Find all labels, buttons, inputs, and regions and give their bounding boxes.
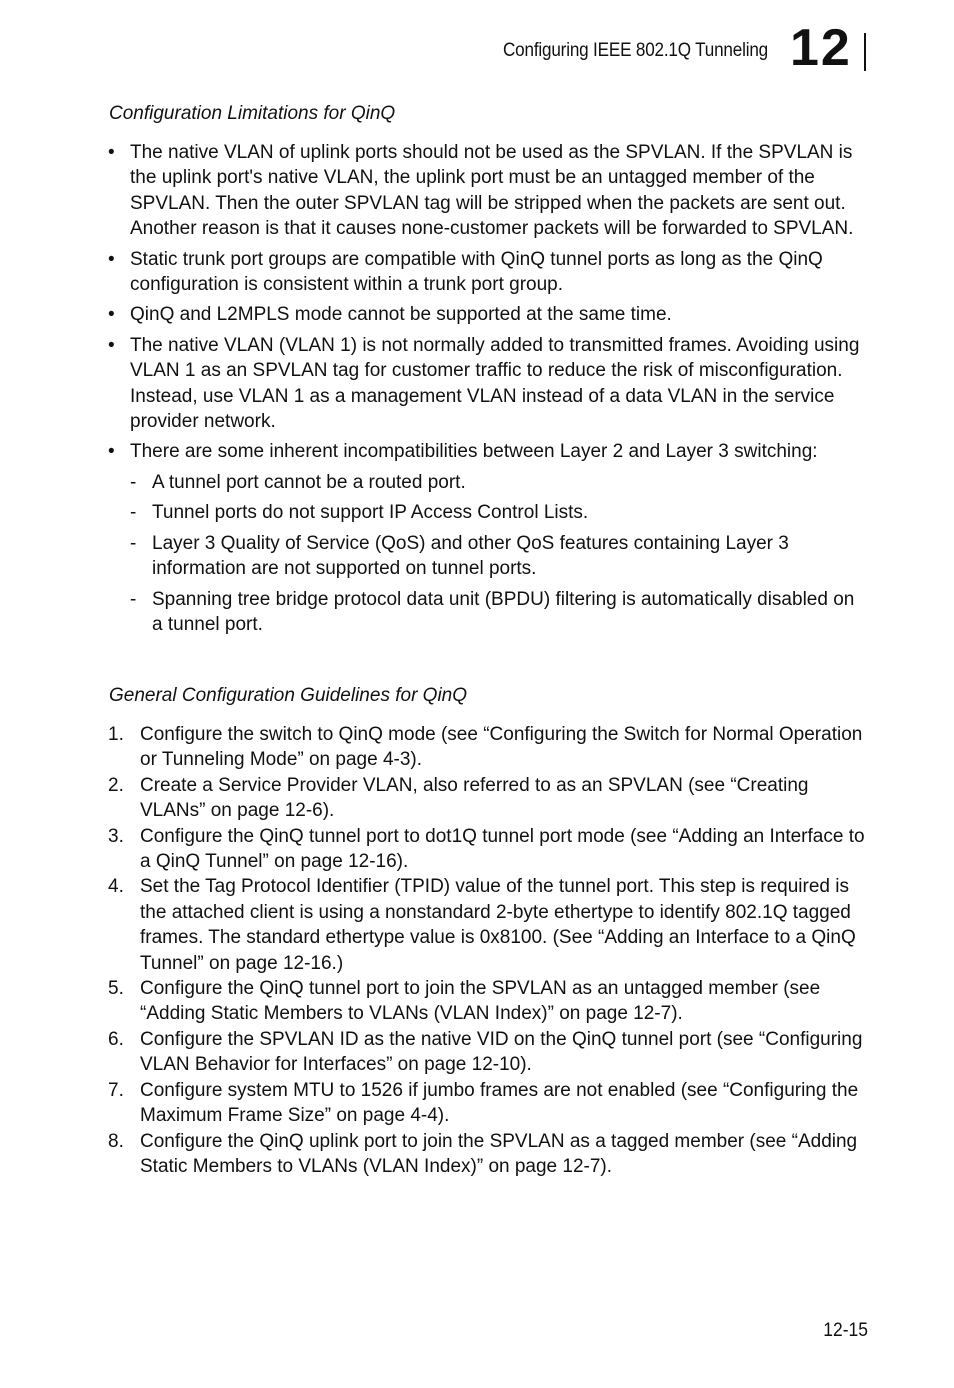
list-item [106,439,870,464]
dash-icon: - [130,471,137,493]
step-item [106,824,870,875]
chapter-rule [864,33,866,71]
chapter-number: 12 [790,19,852,77]
sub-list-item [106,470,870,495]
sub-item-text: Tunnel ports do not support IP Access Control Lists. [152,502,589,524]
step-number: 4. [108,876,124,898]
sub-item-text: Spanning tree bridge protocol data unit (BPDU) filtering is automatically disabled on a tunnel port. [152,588,855,635]
sub-item-text: Layer 3 Quality of Service (QoS) and other QoS features containing Layer 3 information are not supported on tunnel ports. [152,532,789,580]
step-text: Configure the QinQ tunnel port to dot1Q tunnel port mode (see “Adding an Interface to a QinQ Tunnel” on page 12-16). [140,825,865,873]
list-item-text: QinQ and L2MPLS mode cannot be supported at the same time. [130,304,672,326]
step-text: Configure the switch to QinQ mode (see “Configuring the Switch for Normal Operation or Tunneling Mode” on page 4-3). [140,724,863,771]
list-item-text: There are some inherent incompatibilities between Layer 2 and Layer 3 switching: [130,441,818,463]
step-text: Create a Service Provider VLAN, also referred to as an SPVLAN (see “Creating VLANs” on page 12-6). [140,774,809,822]
step-text: Configure the SPVLAN ID as the native VID on the QinQ tunnel port (see “Configuring VLAN Behavior for Interfaces” on page 12-10). [140,1028,863,1076]
list-item [106,140,870,242]
step-item [106,722,870,773]
dash-icon: - [130,588,137,610]
bullet-icon: • [108,441,115,463]
step-text: Configure the QinQ uplink port to join the SPVLAN as a tagged member (see “Adding Static Members to VLANs (VLAN Index)” on page 12-7). [140,1130,858,1177]
limitations-list [106,140,870,642]
list-item-text: The native VLAN (VLAN 1) is not normally added to transmitted frames. Avoiding using VLAN 1 as an SPVLAN tag for customer traffic to reduce the risk of misconfiguration. Instead, use VLAN 1 as a management VLAN instead of a data VLAN in the service provider network. [130,334,860,433]
sub-list-item [106,587,870,638]
list-item [106,302,870,327]
step-item [106,976,870,1027]
step-number: 3. [108,825,124,847]
step-number: 6. [108,1028,124,1050]
step-item [106,1129,870,1180]
step-text: Set the Tag Protocol Identifier (TPID) value of the tunnel port. This step is required is the attached client is using a nonstandard 2-byte ethertype to identify 802.1Q tagged frames. The standard ethertype value is 0x8100. (See “Adding an Interface to a QinQ Tunnel” on page 12-16.) [140,876,856,974]
step-number: 1. [108,724,124,745]
list-item [106,247,870,298]
list-item-text: The native VLAN of uplink ports should not be used as the SPVLAN. If the SPVLAN is the uplink port's native VLAN, the uplink port must be an untagged member of the SPVLAN. Then the outer SPVLAN tag will be stripped when the packets are sent out. Another reason is that it causes none-customer packets will be forwarded to SPVLAN. [130,142,854,240]
sub-item-text: A tunnel port cannot be a routed port. [152,471,466,493]
guidelines-steps [106,722,870,1179]
step-item [106,874,870,976]
list-item-text: Static trunk port groups are compatible with QinQ tunnel ports as long as the QinQ configuration is consistent within a trunk port group. [130,248,823,296]
step-number: 2. [108,774,124,796]
step-number: 5. [108,978,124,1000]
step-item [106,1027,870,1078]
bullet-icon: • [108,248,115,270]
bullet-icon: • [108,334,115,356]
step-number: 8. [108,1130,124,1152]
step-item [106,773,870,824]
sub-list-item [106,531,870,582]
step-text: Configure the QinQ tunnel port to join the SPVLAN as an untagged member (see “Adding Static Members to VLANs (VLAN Index)” on page 12-7). [140,978,821,1025]
limitations-heading: Configuration Limitations for QinQ [109,103,396,124]
sub-list-item [106,500,870,525]
dash-icon: - [130,502,137,524]
bullet-icon: • [108,142,115,163]
running-header-title: Configuring IEEE 802.1Q Tunneling [503,40,768,61]
page-number: 12-15 [823,1320,868,1341]
bullet-icon: • [108,304,115,326]
dash-icon: - [130,532,137,554]
step-number: 7. [108,1079,124,1101]
step-item [106,1078,870,1129]
step-text: Configure system MTU to 1526 if jumbo frames are not enabled (see “Configuring the Maximum Frame Size” on page 4-4). [140,1079,859,1127]
guidelines-heading: General Configuration Guidelines for QinQ [109,685,468,706]
list-item [106,333,870,435]
